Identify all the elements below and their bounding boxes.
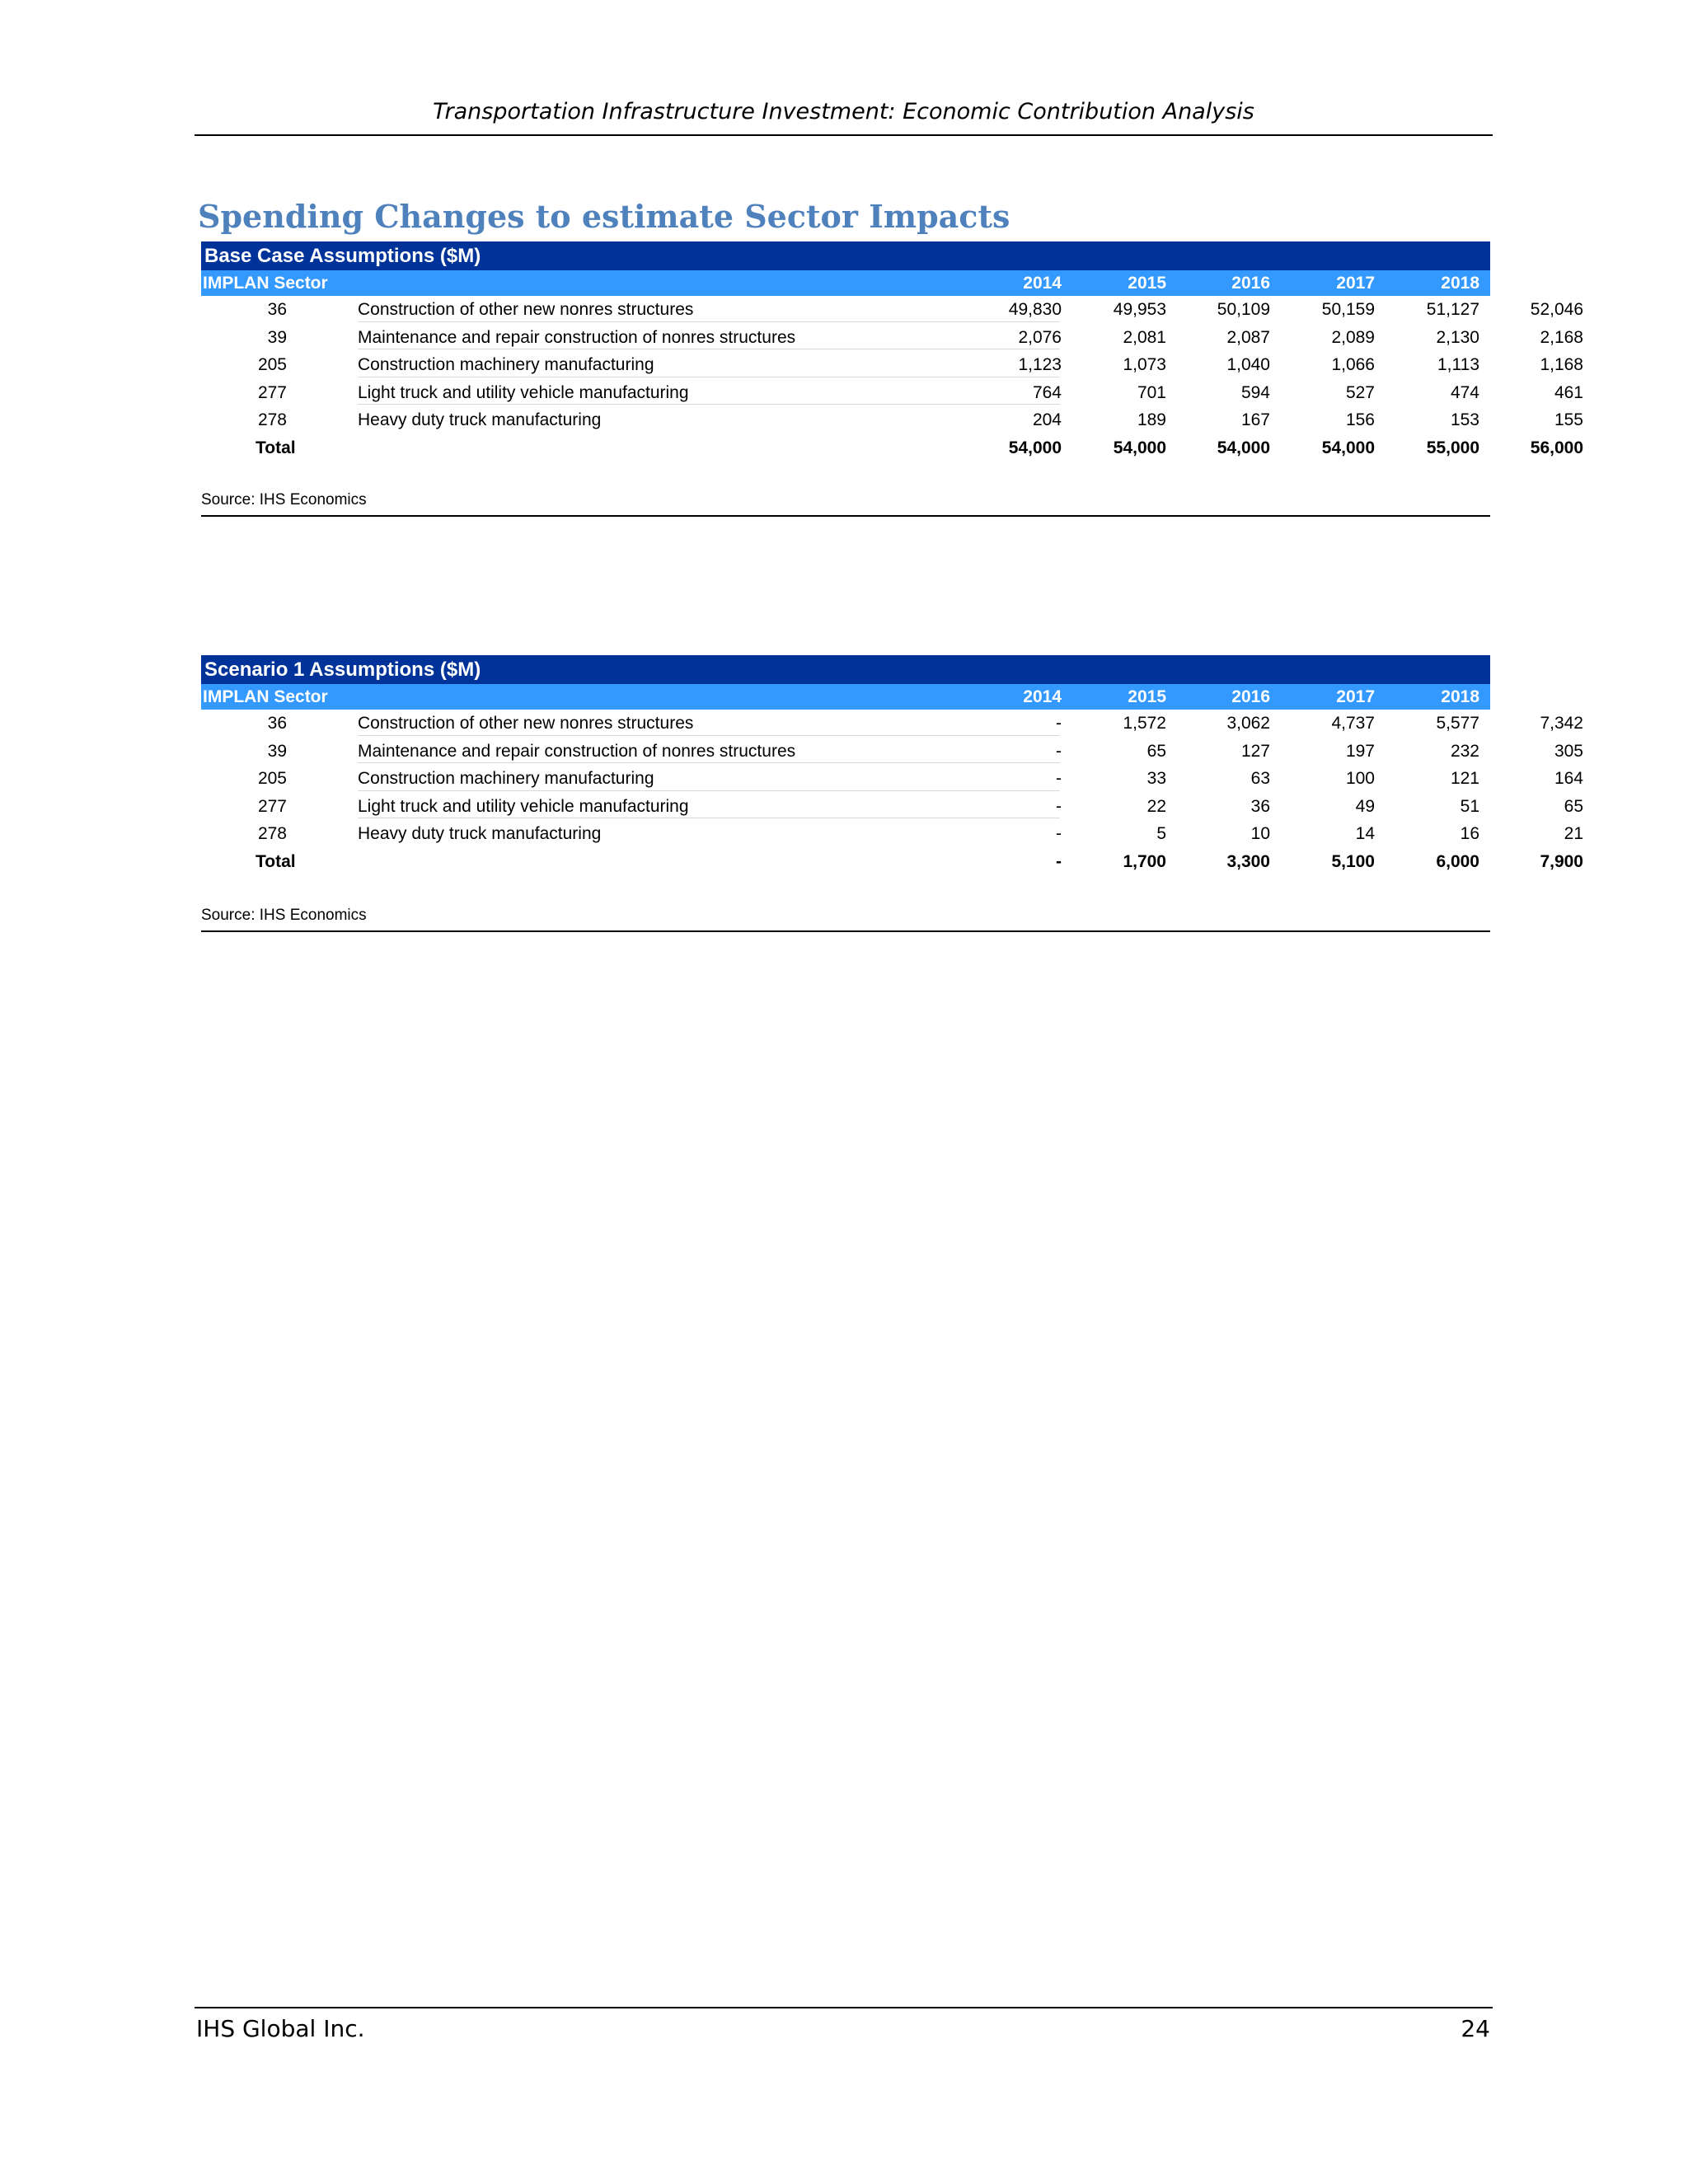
total-value-cell: 54,000 bbox=[1113, 438, 1166, 457]
sector-column-header: IMPLAN Sector bbox=[203, 687, 328, 706]
footer-rule bbox=[195, 2007, 1493, 2008]
scenario-1-table bbox=[201, 655, 1583, 924]
total-label: Total bbox=[256, 851, 296, 871]
value-cell: 51,127 bbox=[1426, 300, 1479, 319]
value-cell: 52,046 bbox=[1530, 300, 1583, 319]
total-value-cell: 6,000 bbox=[1436, 851, 1479, 871]
year-column-header: 2014 bbox=[1023, 687, 1062, 706]
year-column-header: 2018 bbox=[1441, 274, 1479, 293]
total-row bbox=[201, 434, 1583, 462]
total-value-cell: 54,000 bbox=[1217, 438, 1270, 457]
value-cell: - bbox=[1056, 741, 1062, 761]
total-value-cell: 3,300 bbox=[1226, 851, 1270, 871]
value-cell: - bbox=[1056, 796, 1062, 816]
year-column-header: 2019 bbox=[1545, 687, 1583, 706]
value-cell: 232 bbox=[1450, 741, 1479, 761]
row-divider bbox=[358, 321, 1060, 322]
sector-description: Construction of other new nonres structures bbox=[358, 714, 694, 733]
sector-code: 278 bbox=[257, 824, 287, 843]
value-cell: 1,040 bbox=[1226, 355, 1270, 374]
base-case-table bbox=[201, 241, 1583, 509]
value-cell: 10 bbox=[1250, 824, 1270, 843]
value-cell: 156 bbox=[1345, 410, 1375, 429]
sector-description: Light truck and utility vehicle manufacturing bbox=[358, 382, 689, 402]
value-cell: 2,087 bbox=[1226, 327, 1270, 347]
sector-code: 277 bbox=[257, 796, 287, 816]
sector-code: 277 bbox=[257, 382, 287, 402]
table-header-row bbox=[201, 270, 1583, 296]
value-cell: - bbox=[1056, 714, 1062, 733]
value-cell: 2,076 bbox=[1018, 327, 1062, 347]
total-value-cell: 54,000 bbox=[1008, 438, 1062, 457]
value-cell: 49 bbox=[1355, 796, 1375, 816]
year-column-header: 2018 bbox=[1441, 687, 1479, 706]
sector-code: 205 bbox=[257, 355, 287, 374]
value-cell: 764 bbox=[1032, 382, 1062, 402]
footer-company: IHS Global Inc. bbox=[196, 2015, 365, 2042]
value-cell: 127 bbox=[1240, 741, 1270, 761]
total-value-cell: - bbox=[1056, 851, 1062, 871]
value-cell: 49,953 bbox=[1113, 300, 1166, 319]
value-cell: 164 bbox=[1554, 769, 1583, 788]
row-divider bbox=[358, 762, 1060, 763]
value-cell: 197 bbox=[1345, 741, 1375, 761]
source-note: Source: IHS Economics bbox=[201, 491, 367, 509]
row-divider bbox=[358, 790, 1060, 791]
value-cell: 5 bbox=[1156, 824, 1166, 843]
value-cell: 65 bbox=[1146, 741, 1166, 761]
year-column-header: 2016 bbox=[1231, 687, 1270, 706]
value-cell: 121 bbox=[1450, 769, 1479, 788]
source-note: Source: IHS Economics bbox=[201, 907, 367, 924]
table-row bbox=[201, 406, 1583, 434]
row-divider bbox=[358, 735, 1060, 736]
total-value-cell: 56,000 bbox=[1530, 438, 1583, 457]
value-cell: 461 bbox=[1554, 382, 1583, 402]
sector-code: 36 bbox=[267, 300, 287, 319]
sector-column-header: IMPLAN Sector bbox=[203, 274, 328, 293]
sector-description: Construction of other new nonres structures bbox=[358, 300, 694, 319]
value-cell: 3,062 bbox=[1226, 714, 1270, 733]
value-cell: - bbox=[1056, 824, 1062, 843]
table-row bbox=[201, 324, 1583, 352]
table-row bbox=[201, 296, 1583, 324]
year-column-header: 2017 bbox=[1336, 687, 1375, 706]
sector-description: Heavy duty truck manufacturing bbox=[358, 410, 602, 429]
value-cell: 33 bbox=[1146, 769, 1166, 788]
header-rule bbox=[195, 134, 1493, 136]
value-cell: 21 bbox=[1564, 824, 1583, 843]
value-cell: 100 bbox=[1345, 769, 1375, 788]
value-cell: 51 bbox=[1460, 796, 1479, 816]
value-cell: 36 bbox=[1250, 796, 1270, 816]
source-rule bbox=[201, 515, 1490, 517]
value-cell: 474 bbox=[1450, 382, 1479, 402]
year-column-header: 2015 bbox=[1128, 687, 1166, 706]
value-cell: 2,130 bbox=[1436, 327, 1479, 347]
sector-description: Maintenance and repair construction of nonres structures bbox=[358, 327, 796, 347]
value-cell: 305 bbox=[1554, 741, 1583, 761]
table-row bbox=[201, 710, 1583, 738]
table-row bbox=[201, 738, 1583, 766]
value-cell: 1,113 bbox=[1437, 355, 1479, 374]
page-number: 24 bbox=[1461, 2015, 1490, 2042]
table-row bbox=[201, 820, 1583, 848]
year-column-header: 2019 bbox=[1545, 274, 1583, 293]
value-cell: 204 bbox=[1032, 410, 1062, 429]
section-title: Spending Changes to estimate Sector Impacts bbox=[198, 198, 1010, 235]
year-column-header: 2016 bbox=[1231, 274, 1270, 293]
sector-description: Maintenance and repair construction of nonres structures bbox=[358, 741, 796, 761]
value-cell: 155 bbox=[1554, 410, 1583, 429]
running-header: Transportation Infrastructure Investment: Economic Contribution Analysis bbox=[433, 99, 1254, 124]
sector-code: 36 bbox=[267, 714, 287, 733]
table-row bbox=[201, 765, 1583, 793]
total-value-cell: 5,100 bbox=[1331, 851, 1375, 871]
value-cell: 153 bbox=[1450, 410, 1479, 429]
source-rule bbox=[201, 930, 1490, 932]
value-cell: 65 bbox=[1564, 796, 1583, 816]
value-cell: 701 bbox=[1137, 382, 1166, 402]
total-value-cell: 55,000 bbox=[1426, 438, 1479, 457]
table-row bbox=[201, 793, 1583, 821]
table-body bbox=[201, 296, 1583, 462]
sector-description: Construction machinery manufacturing bbox=[358, 355, 654, 374]
value-cell: 7,342 bbox=[1540, 714, 1583, 733]
table-body bbox=[201, 710, 1583, 875]
value-cell: 4,737 bbox=[1331, 714, 1375, 733]
sector-description: Heavy duty truck manufacturing bbox=[358, 824, 602, 843]
sector-description: Construction machinery manufacturing bbox=[358, 769, 654, 788]
value-cell: 1,572 bbox=[1123, 714, 1166, 733]
value-cell: 2,168 bbox=[1540, 327, 1583, 347]
table-row bbox=[201, 351, 1583, 379]
value-cell: 14 bbox=[1355, 824, 1375, 843]
value-cell: 50,159 bbox=[1321, 300, 1375, 319]
value-cell: 16 bbox=[1460, 824, 1479, 843]
total-value-cell: 54,000 bbox=[1321, 438, 1375, 457]
sector-code: 205 bbox=[257, 769, 287, 788]
table-title: Scenario 1 Assumptions ($M) bbox=[201, 655, 1490, 684]
sector-code: 278 bbox=[257, 410, 287, 429]
value-cell: - bbox=[1056, 769, 1062, 788]
value-cell: 1,123 bbox=[1018, 355, 1062, 374]
value-cell: 50,109 bbox=[1217, 300, 1270, 319]
row-divider bbox=[358, 404, 1060, 405]
value-cell: 49,830 bbox=[1008, 300, 1062, 319]
total-label: Total bbox=[256, 438, 296, 457]
value-cell: 2,081 bbox=[1123, 327, 1166, 347]
year-column-header: 2017 bbox=[1336, 274, 1375, 293]
value-cell: 527 bbox=[1345, 382, 1375, 402]
total-value-cell: 1,700 bbox=[1123, 851, 1166, 871]
value-cell: 167 bbox=[1240, 410, 1270, 429]
value-cell: 22 bbox=[1146, 796, 1166, 816]
table-title: Base Case Assumptions ($M) bbox=[201, 241, 1490, 270]
value-cell: 1,073 bbox=[1123, 355, 1166, 374]
value-cell: 1,066 bbox=[1331, 355, 1375, 374]
value-cell: 189 bbox=[1137, 410, 1166, 429]
total-value-cell: 7,900 bbox=[1540, 851, 1583, 871]
sector-code: 39 bbox=[267, 327, 287, 347]
value-cell: 5,577 bbox=[1436, 714, 1479, 733]
value-cell: 1,168 bbox=[1540, 355, 1583, 374]
value-cell: 63 bbox=[1250, 769, 1270, 788]
value-cell: 2,089 bbox=[1331, 327, 1375, 347]
sector-code: 39 bbox=[267, 741, 287, 761]
value-cell: 594 bbox=[1240, 382, 1270, 402]
sector-description: Light truck and utility vehicle manufacturing bbox=[358, 796, 689, 816]
table-header-row bbox=[201, 684, 1583, 710]
table-row bbox=[201, 379, 1583, 407]
year-column-header: 2014 bbox=[1023, 274, 1062, 293]
year-column-header: 2015 bbox=[1128, 274, 1166, 293]
total-row bbox=[201, 848, 1583, 876]
